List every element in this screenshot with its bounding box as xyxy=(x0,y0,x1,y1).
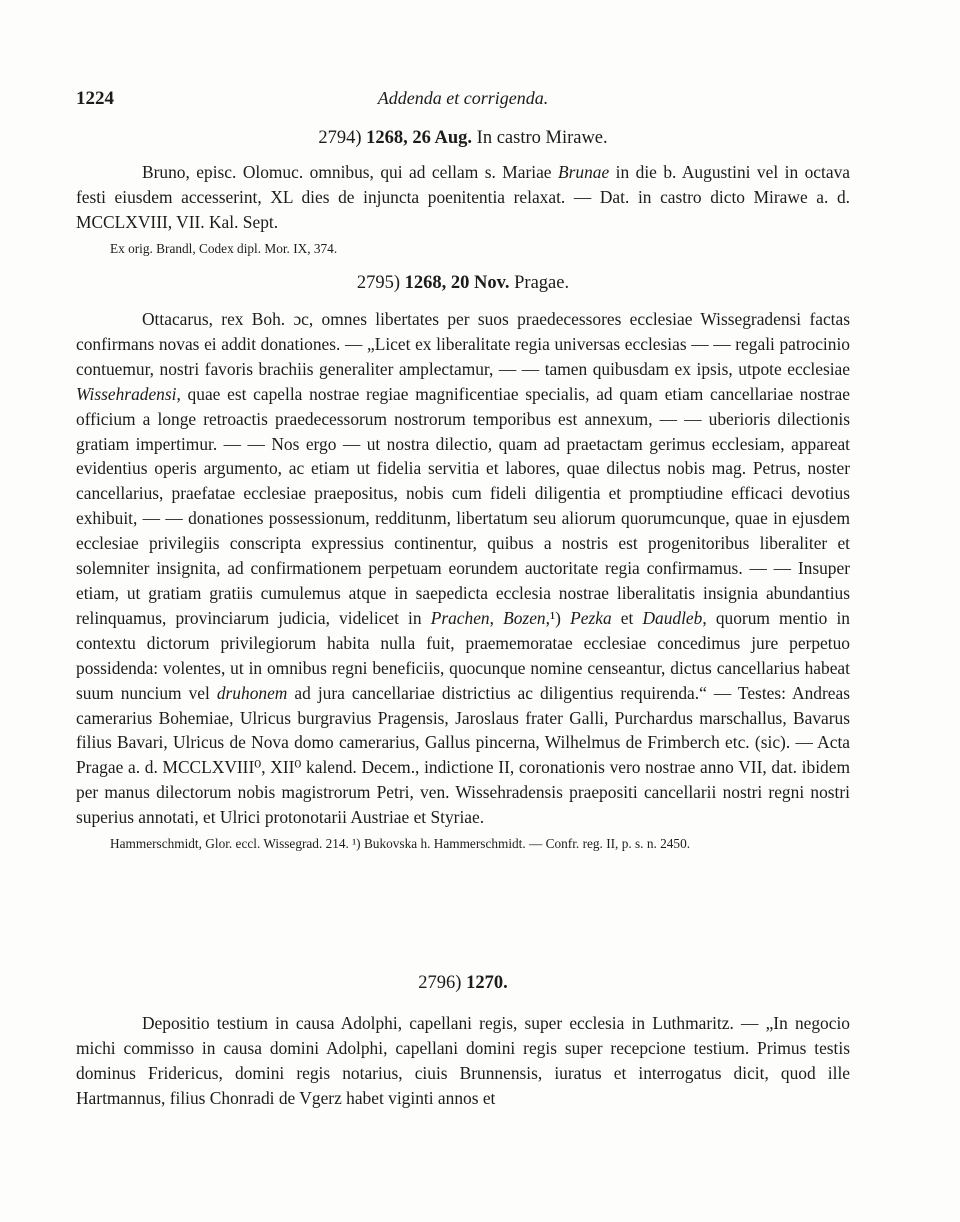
running-title: Addenda et corrigenda. xyxy=(377,88,549,108)
italic-term: Pezka xyxy=(570,607,612,628)
entry-body xyxy=(76,1011,850,1111)
entry-2796 xyxy=(76,971,850,1111)
entry-date: 1268, 20 Nov. xyxy=(404,273,510,293)
entry-2795 xyxy=(76,271,850,854)
entry-date: 1268, 26 Aug. xyxy=(366,128,473,148)
text-run: Depositio testium in causa Adolphi, capellani regis, super ecclesia in Luthmaritz. — „In negocio michi commisso in causa domini Adolphi, capellani domini regis super recepcione testium. Primus testis dominus Fridericus, domini regis notarius, ciuis Brunnensis, iuratus et interrogatus dicit, quod ille Hartmannus, filius Chonradi de Vgerz habet viginti annos et xyxy=(76,1013,850,1108)
italic-term: Daudleb xyxy=(642,607,703,628)
italic-term: Brunae xyxy=(557,162,610,182)
italic-term: Wissehradensi xyxy=(76,383,177,404)
text-run: ad jura cancellariae districtius ac diligentius requirenda.“ — Testes: Andreas camerarius Bohemiae, Ulricus burgravius Pragensis, Jaroslaus frater Galli, Purchardus marschallus, Bavarus filius Bavari, Ulricus de Nova domo camerarius, Gallus pincerna, Wilhelmus de Frimberch etc. (sic). — Acta Pragae a. d. MCCLXVIII⁰, XII⁰ kalend. Decem., indictione II, coronationis vero nostrae anno VII, dat. ibidem per manus dilectorum nobis magistrorum Petri, ven. Wissehradensis praepositi cancellarii nostri regni nostri superius annotati, et Ulrici protonotarii Austriae et Styriae. xyxy=(76,682,850,828)
running-header xyxy=(76,88,850,114)
text-run: et xyxy=(611,607,643,628)
entry-place: In castro Mirawe. xyxy=(476,128,608,148)
entry-body xyxy=(76,307,850,830)
entry-body xyxy=(76,160,850,235)
entry-heading xyxy=(76,126,850,150)
entry-heading xyxy=(76,971,850,995)
entry-number: 2794) xyxy=(318,128,362,148)
italic-term: Prachen xyxy=(430,607,490,628)
entry-place: Pragae. xyxy=(514,273,570,293)
entry-source-note: Ex orig. Brandl, Codex dipl. Mor. IX, 374. xyxy=(110,240,338,256)
italic-term: druhonem xyxy=(216,682,288,703)
entry-heading xyxy=(76,271,850,295)
page-number: 1224 xyxy=(76,88,114,109)
entry-number: 2795) xyxy=(356,273,401,293)
text-run: in die b. Augustini vel in octava festi eiusdem accesserint, XL dies de injuncta poenitentia relaxat. — Dat. in castro dicto Mirawe a. d. MCCLXVIII, VII. Kal. Sept. xyxy=(76,162,850,232)
text-run: Ottacarus, rex Boh. ɔc, omnes libertates per suos praedecessores ecclesiae Wissegradensi factas confirmans novas ei addit donationes. — „Licet ex liberalitate regia universas ecclesias — — regali patrocinio contuemur, nostri favoris brachiis generaliter amplectamur, — — tamen quibusdam ex ipsis, utpote ecclesiae xyxy=(76,309,850,379)
text-run: Bruno, episc. Olomuc. omnibus, qui ad cellam s. Mariae xyxy=(142,162,558,182)
text-run: , quae est capella nostrae regiae magnificentiae specialis, ad quam etiam cancellariae nostrae officium a longe retroactis praedecessorum nostrorum temporibus est annexum, — — uberioris dilectionis gratiam impertimur. — — Nos ergo — ut nostra dilectio, quam ad praetactam gerimus ecclesiam, appareat evidentius operis argumento, ac etiam ut fidelia servitia et labores, quae dilectus nobis mag. Petrus, noster cancellarius, praefatae ecclesiae praepositus, nobis cum fideli diligentia et promptiudine efficaci devotius exhibuit, — — donationes possessionum, redditunm, libertatum seu aliorum quorumcunque, quae in ejusdem ecclesiae privilegiis conscripta expressius continentur, quibus a nostris est progenitoribus liberaliter et solemniter insignita, ad confirmationem perpetuam eorundem auctoritate regia confirmamus. — — Insuper etiam, ut gratiam gratiis cumulemus atque in saepedicta ecclesia nostrae liberalitatis insignia abundantius relinquamus, provinciarum judicia, videlicet in xyxy=(76,383,850,628)
entry-number: 2796) xyxy=(418,973,462,993)
text-run: , xyxy=(489,607,504,628)
text-run: , quorum mentio in contextu dictorum privilegiorum habita nulla fuit, praememoratae ecclesiae concedimus jure perpetuo possidenda: volentes, ut in omnibus regni beneficiis, quocunque nomine censeantur, dictus cancellarius habeat suum nuncium vel xyxy=(76,607,851,703)
entry-source-note: Hammerschmidt, Glor. eccl. Wissegrad. 214. ¹) Bukovska h. Hammerschmidt. — Confr. reg. II, p. s. n. 2450. xyxy=(110,836,691,852)
entry-2794 xyxy=(76,126,850,259)
entry-date: 1270. xyxy=(466,973,508,993)
text-run: ,¹) xyxy=(545,607,571,628)
italic-term: Bozen xyxy=(503,607,546,628)
